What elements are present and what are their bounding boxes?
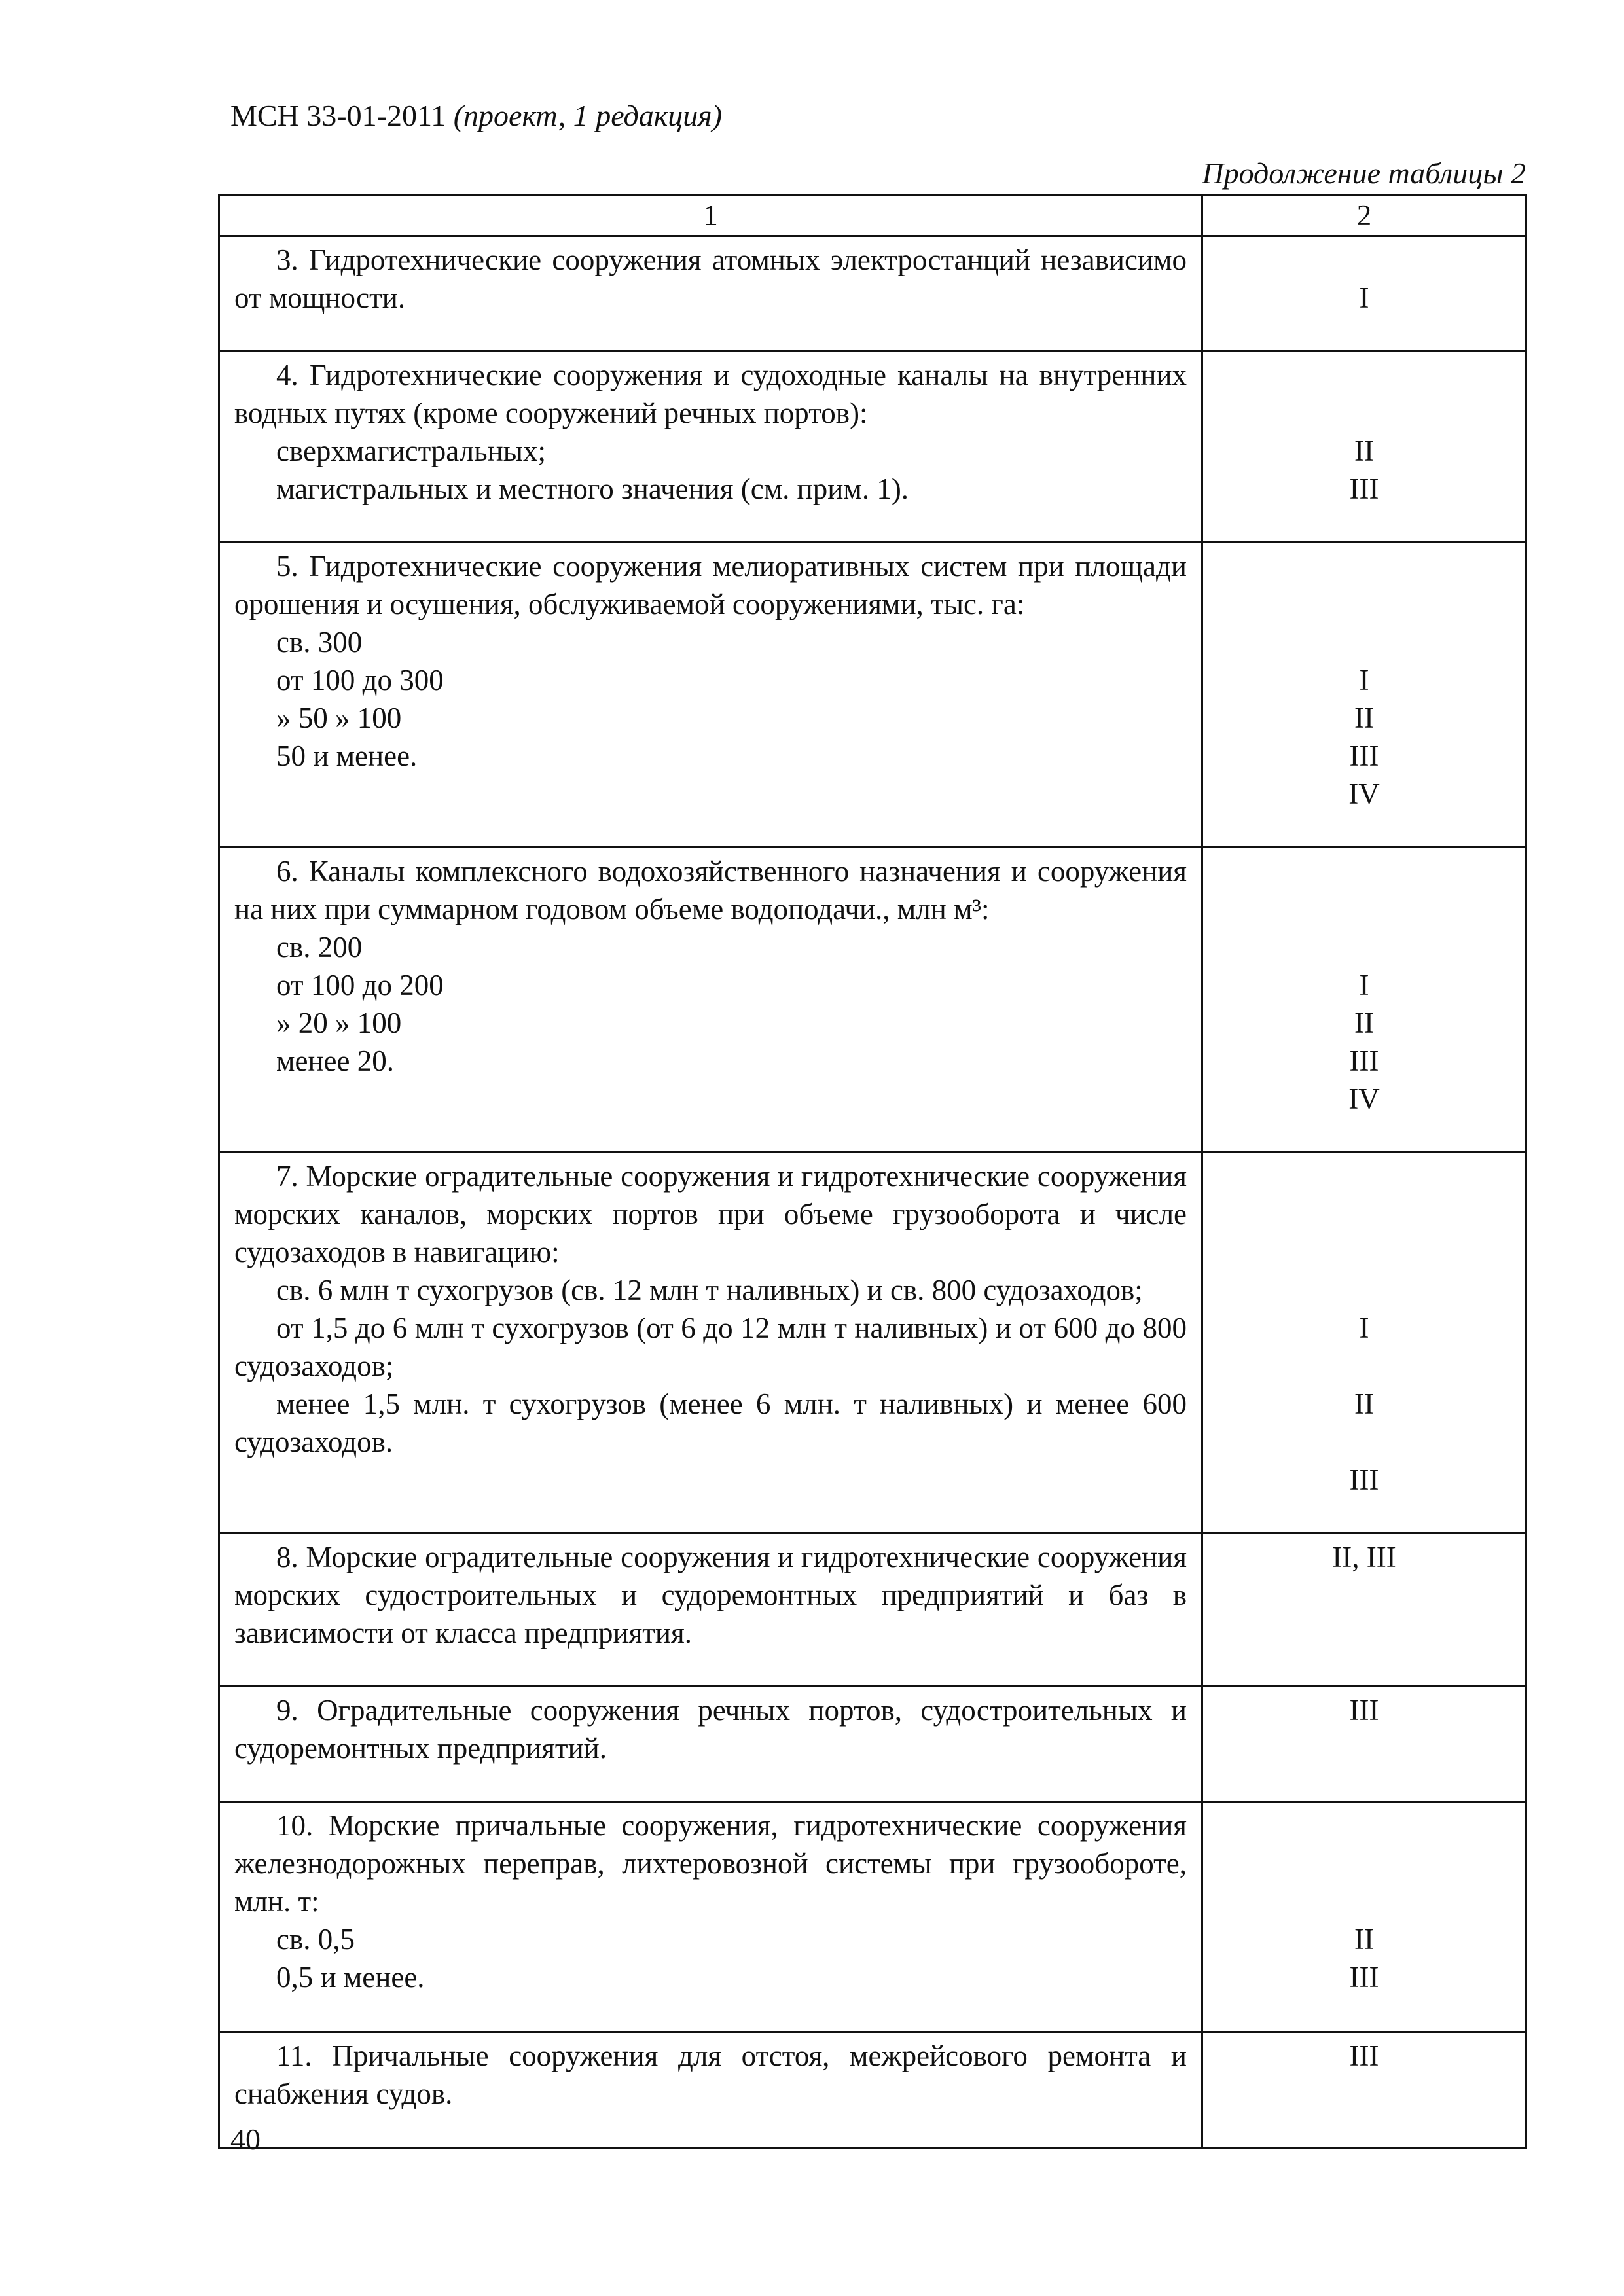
class-value: I bbox=[1359, 969, 1369, 1001]
class-value: II bbox=[1354, 1007, 1374, 1039]
class-value: IV bbox=[1348, 1083, 1380, 1115]
class-value: III bbox=[1349, 1961, 1379, 1994]
class-value: II bbox=[1354, 435, 1374, 467]
row-title: 11. Причальные сооружения для отстоя, межрейсового ремонта и снабжения судов. bbox=[234, 2039, 1187, 2110]
row-title: 3. Гидротехнические сооружения атомных электростанций независимо от мощности. bbox=[234, 243, 1187, 314]
table-row bbox=[220, 1801, 1525, 2031]
classification-table bbox=[218, 194, 1527, 2149]
table-row bbox=[220, 1151, 1525, 1532]
class-value: IV bbox=[1348, 778, 1380, 810]
class-value: III bbox=[1349, 2039, 1379, 2072]
table-row bbox=[220, 541, 1525, 846]
row-title: 9. Оградительные сооружения речных портов, судостроительных и судоремонтных предприятий. bbox=[234, 1694, 1187, 1765]
row-title: 10. Морские причальные сооружения, гидротехнические сооружения железнодорожных переправ, лихтеровозной системы при грузообороте, млн. т: bbox=[234, 1809, 1187, 1918]
document-edition-note: (проект, 1 редакция) bbox=[453, 99, 723, 132]
class-value: III bbox=[1349, 1463, 1379, 1496]
column-header-1: 1 bbox=[220, 196, 1203, 235]
row-item: 0,5 и менее. bbox=[276, 1961, 425, 1994]
table-row bbox=[220, 846, 1525, 1151]
row-item: от 100 до 200 bbox=[276, 969, 444, 1001]
row-item: св. 200 bbox=[276, 931, 363, 963]
column-header-2: 2 bbox=[1356, 199, 1372, 232]
row-item: св. 0,5 bbox=[276, 1923, 355, 1956]
class-value: III bbox=[1349, 473, 1379, 505]
class-value: III bbox=[1349, 740, 1379, 772]
class-value: II, III bbox=[1332, 1541, 1396, 1573]
class-value: II bbox=[1354, 1388, 1374, 1420]
table-row bbox=[220, 1532, 1525, 1685]
row-item: магистральных и местного значения (см. прим. 1). bbox=[276, 473, 909, 505]
row-item: менее 1,5 млн. т сухогрузов (менее 6 млн. т наливных) и менее 600 судозаходов. bbox=[234, 1388, 1187, 1458]
row-item: св. 300 bbox=[276, 626, 363, 658]
row-item: от 1,5 до 6 млн т сухогрузов (от 6 до 12 млн т наливных) и от 600 до 800 судозаходов; bbox=[234, 1312, 1187, 1382]
row-item: 50 и менее. bbox=[276, 740, 418, 772]
row-title: 6. Каналы комплексного водохозяйственного назначения и сооружения на них при суммарном годовом объеме водоподачи., млн м³: bbox=[234, 855, 1187, 925]
row-item: сверхмагистральных; bbox=[276, 435, 546, 467]
class-value: I bbox=[1359, 1312, 1369, 1344]
class-value: III bbox=[1349, 1045, 1379, 1077]
row-item: менее 20. bbox=[276, 1045, 394, 1077]
table-header-row bbox=[220, 196, 1525, 235]
class-value: I bbox=[1359, 281, 1369, 314]
row-title: 7. Морские оградительные сооружения и гидротехнические сооружения морских каналов, морских портов при объеме грузооборота и числе судозаходов в навигацию: bbox=[234, 1160, 1187, 1268]
class-value: II bbox=[1354, 702, 1374, 734]
table-row bbox=[220, 350, 1525, 541]
row-item: св. 6 млн т сухогрузов (св. 12 млн т наливных) и св. 800 судозаходов; bbox=[276, 1274, 1143, 1306]
row-item: » 20 » 100 bbox=[276, 1007, 402, 1039]
row-title: 5. Гидротехнические сооружения мелиоративных систем при площади орошения и осушения, обслуживаемой сооружениями, тыс. га: bbox=[234, 550, 1187, 620]
table-row bbox=[220, 235, 1525, 350]
table-continuation-label: Продолжение таблицы 2 bbox=[1202, 156, 1526, 190]
row-item: » 50 » 100 bbox=[276, 702, 402, 734]
row-item: от 100 до 300 bbox=[276, 664, 444, 696]
class-value: III bbox=[1349, 1694, 1379, 1727]
page-number: 40 bbox=[230, 2123, 261, 2156]
table-row bbox=[220, 2031, 1525, 2147]
row-title: 4. Гидротехнические сооружения и судоходные каналы на внутренних водных путях (кроме сооружений речных портов): bbox=[234, 359, 1187, 429]
table-row bbox=[220, 1685, 1525, 1801]
document-code: МСН 33-01-2011 bbox=[230, 99, 446, 132]
row-title: 8. Морские оградительные сооружения и гидротехнические сооружения морских судостроительных и судоремонтных предприятий и баз в зависимости от класса предприятия. bbox=[234, 1541, 1187, 1649]
page-header bbox=[230, 97, 722, 135]
class-value: I bbox=[1359, 664, 1369, 696]
class-value: II bbox=[1354, 1923, 1374, 1956]
